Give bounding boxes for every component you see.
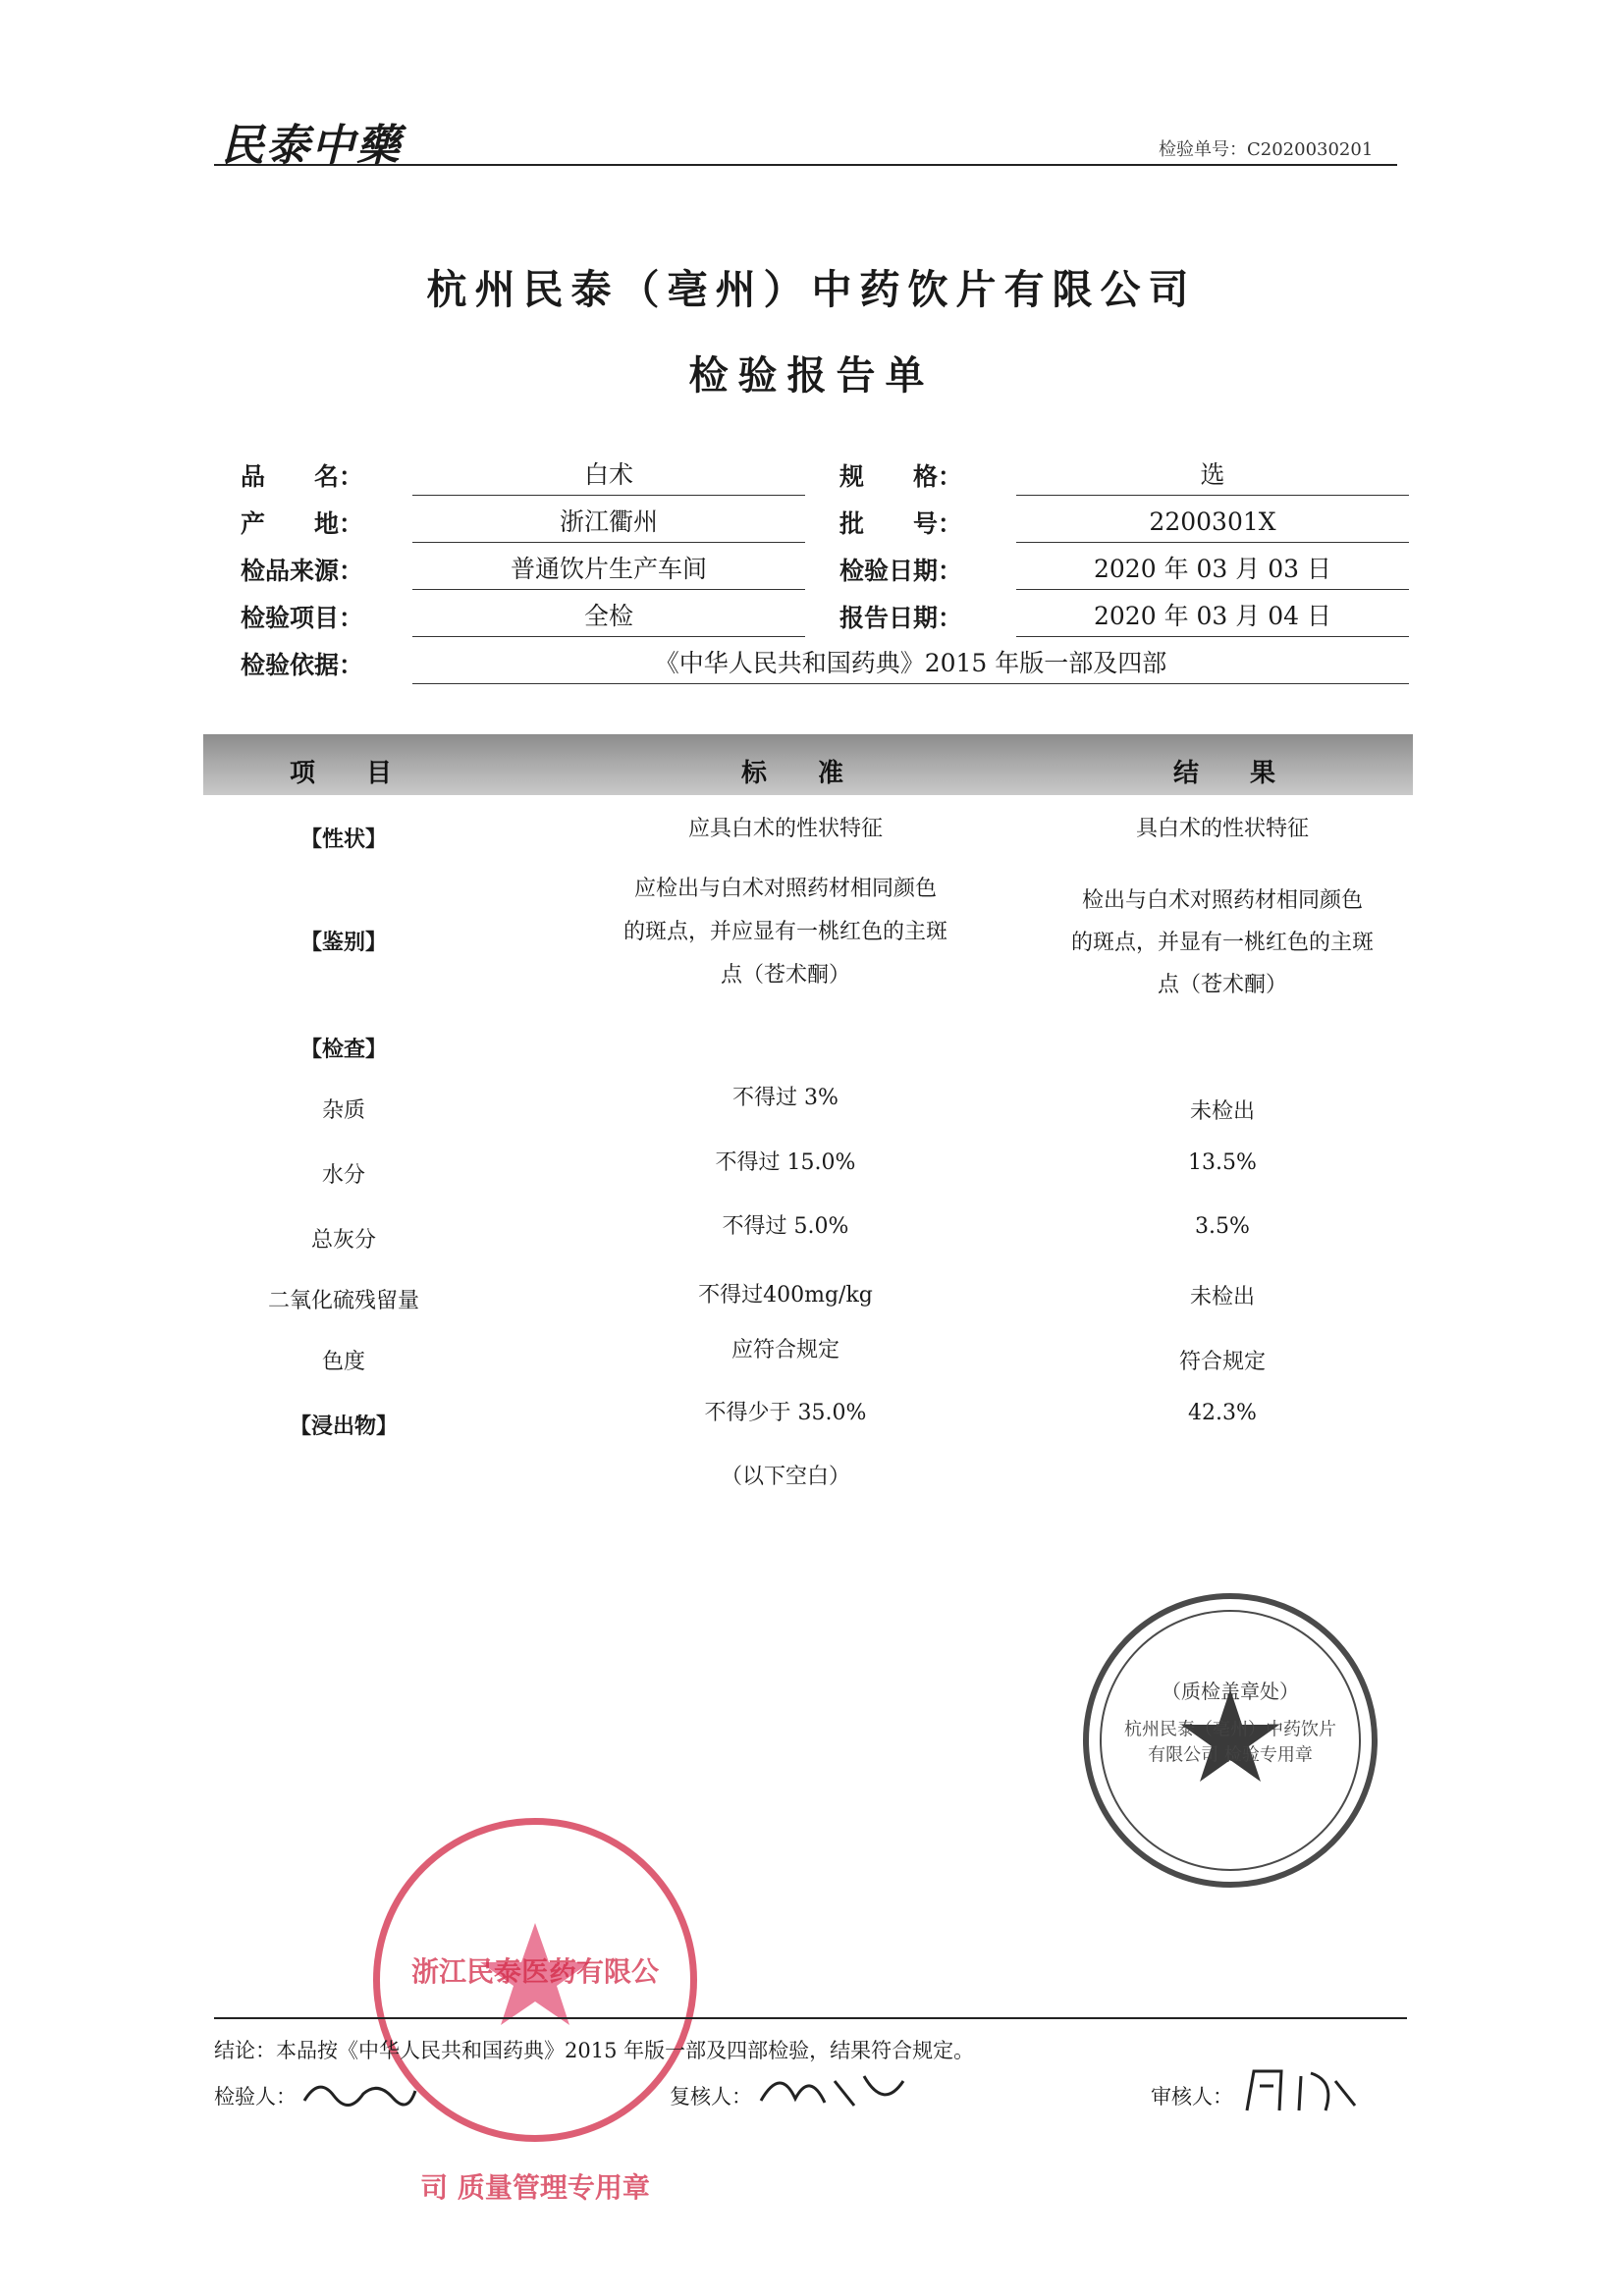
results-table-header — [203, 734, 1413, 795]
item-value: 全检 — [412, 599, 805, 637]
row-item: 【浸出物】 — [289, 1415, 398, 1439]
reviewer-signature — [756, 2061, 913, 2130]
row-item: 【检查】 — [299, 1038, 387, 1062]
origin-value: 浙江衢州 — [412, 505, 805, 543]
inspector-label: 检验人： — [214, 2085, 297, 2109]
row-result: 点（苍术酮） — [1157, 973, 1287, 997]
row-result: 未检出 — [1189, 1099, 1255, 1124]
row-item: 【性状】 — [299, 828, 387, 852]
row-result: 的斑点，并显有一桃红色的主斑 — [1070, 931, 1374, 955]
conclusion: 结论：本品按《中华人民共和国药典》2015 年版一部及四部检验，结果符合规定。 — [214, 2039, 975, 2062]
qc-inspection-stamp — [1083, 1593, 1378, 1888]
reviewer-label: 复核人： — [670, 2085, 752, 2109]
document-title: 检验报告单 — [688, 353, 935, 399]
row-item: 杂质 — [321, 1098, 365, 1123]
basis-label: 检验依据： — [241, 651, 364, 679]
row-result: 13.5% — [1188, 1150, 1257, 1175]
batch-value: 2200301X — [1016, 505, 1409, 543]
row-result: 检出与白术对照药材相同颜色 — [1081, 888, 1363, 913]
report-number: 检验单号：C2020030201 — [1159, 139, 1374, 160]
basis-value: 《中华人民共和国药典》2015 年版一部及四部 — [412, 646, 1409, 684]
column-header-standard: 标 准 — [740, 759, 843, 788]
report-date-value: 2020 年 03 月 04 日 — [1016, 599, 1409, 637]
qc-stamp-inner-text: （质检盖章处） — [1162, 1680, 1299, 1703]
qa-stamp-text: 浙江民泰医药有限公司 质量管理专用章 — [410, 1955, 659, 2204]
company-logo: 民泰中藥 — [221, 121, 402, 171]
column-header-item: 项 目 — [289, 759, 392, 788]
row-result: 具白术的性状特征 — [1135, 817, 1309, 841]
row-standard: 点（苍术酮） — [720, 963, 850, 988]
row-standard: 不得过400mg/kg — [698, 1283, 873, 1308]
row-result: 3.5% — [1195, 1214, 1250, 1239]
source-value: 普通饮片生产车间 — [412, 552, 805, 590]
end-note: （以下空白） — [720, 1465, 850, 1489]
name-label: 品 名： — [241, 462, 364, 491]
row-item: 色度 — [321, 1350, 365, 1374]
approver-signature — [1242, 2061, 1360, 2130]
row-standard: 不得过 15.0% — [715, 1150, 856, 1175]
row-result: 符合规定 — [1178, 1350, 1266, 1374]
row-standard: 不得少于 35.0% — [704, 1401, 867, 1425]
origin-label: 产 地： — [241, 509, 364, 538]
spec-label: 规 格： — [839, 462, 963, 491]
source-label: 检品来源： — [241, 557, 364, 585]
company-name: 杭州民泰（亳州）中药饮片有限公司 — [426, 266, 1197, 313]
item-label: 检验项目： — [241, 604, 364, 632]
header-divider — [214, 164, 1397, 166]
qc-stamp-ring-text: 杭州民泰（亳州）中药饮片有限公司 检验专用章 — [1124, 1718, 1336, 1766]
row-item: 【鉴别】 — [299, 931, 387, 955]
footer-divider — [214, 2017, 1407, 2019]
row-item: 二氧化硫残留量 — [267, 1289, 419, 1313]
column-header-result: 结 果 — [1172, 759, 1275, 788]
report-date-label: 报告日期： — [839, 604, 963, 632]
spec-value: 选 — [1016, 457, 1409, 496]
batch-label: 批 号： — [839, 509, 963, 538]
name-value: 白术 — [412, 457, 805, 496]
approver-label: 审核人： — [1151, 2085, 1233, 2109]
row-standard: 应符合规定 — [730, 1338, 839, 1362]
row-standard: 的斑点，并应显有一桃红色的主斑 — [622, 920, 947, 944]
test-date-label: 检验日期： — [839, 557, 963, 585]
inspector-signature — [299, 2066, 417, 2125]
row-result: 未检出 — [1189, 1285, 1255, 1309]
row-standard: 应具白术的性状特征 — [687, 817, 883, 841]
quality-management-stamp — [373, 1818, 697, 2204]
row-standard: 应检出与白术对照药材相同颜色 — [633, 877, 937, 901]
row-item: 水分 — [321, 1163, 365, 1188]
row-result: 42.3% — [1188, 1401, 1257, 1425]
row-standard: 不得过 3% — [732, 1086, 839, 1110]
test-date-value: 2020 年 03 月 03 日 — [1016, 552, 1409, 590]
row-item: 总灰分 — [310, 1228, 376, 1253]
row-standard: 不得过 5.0% — [722, 1214, 849, 1239]
